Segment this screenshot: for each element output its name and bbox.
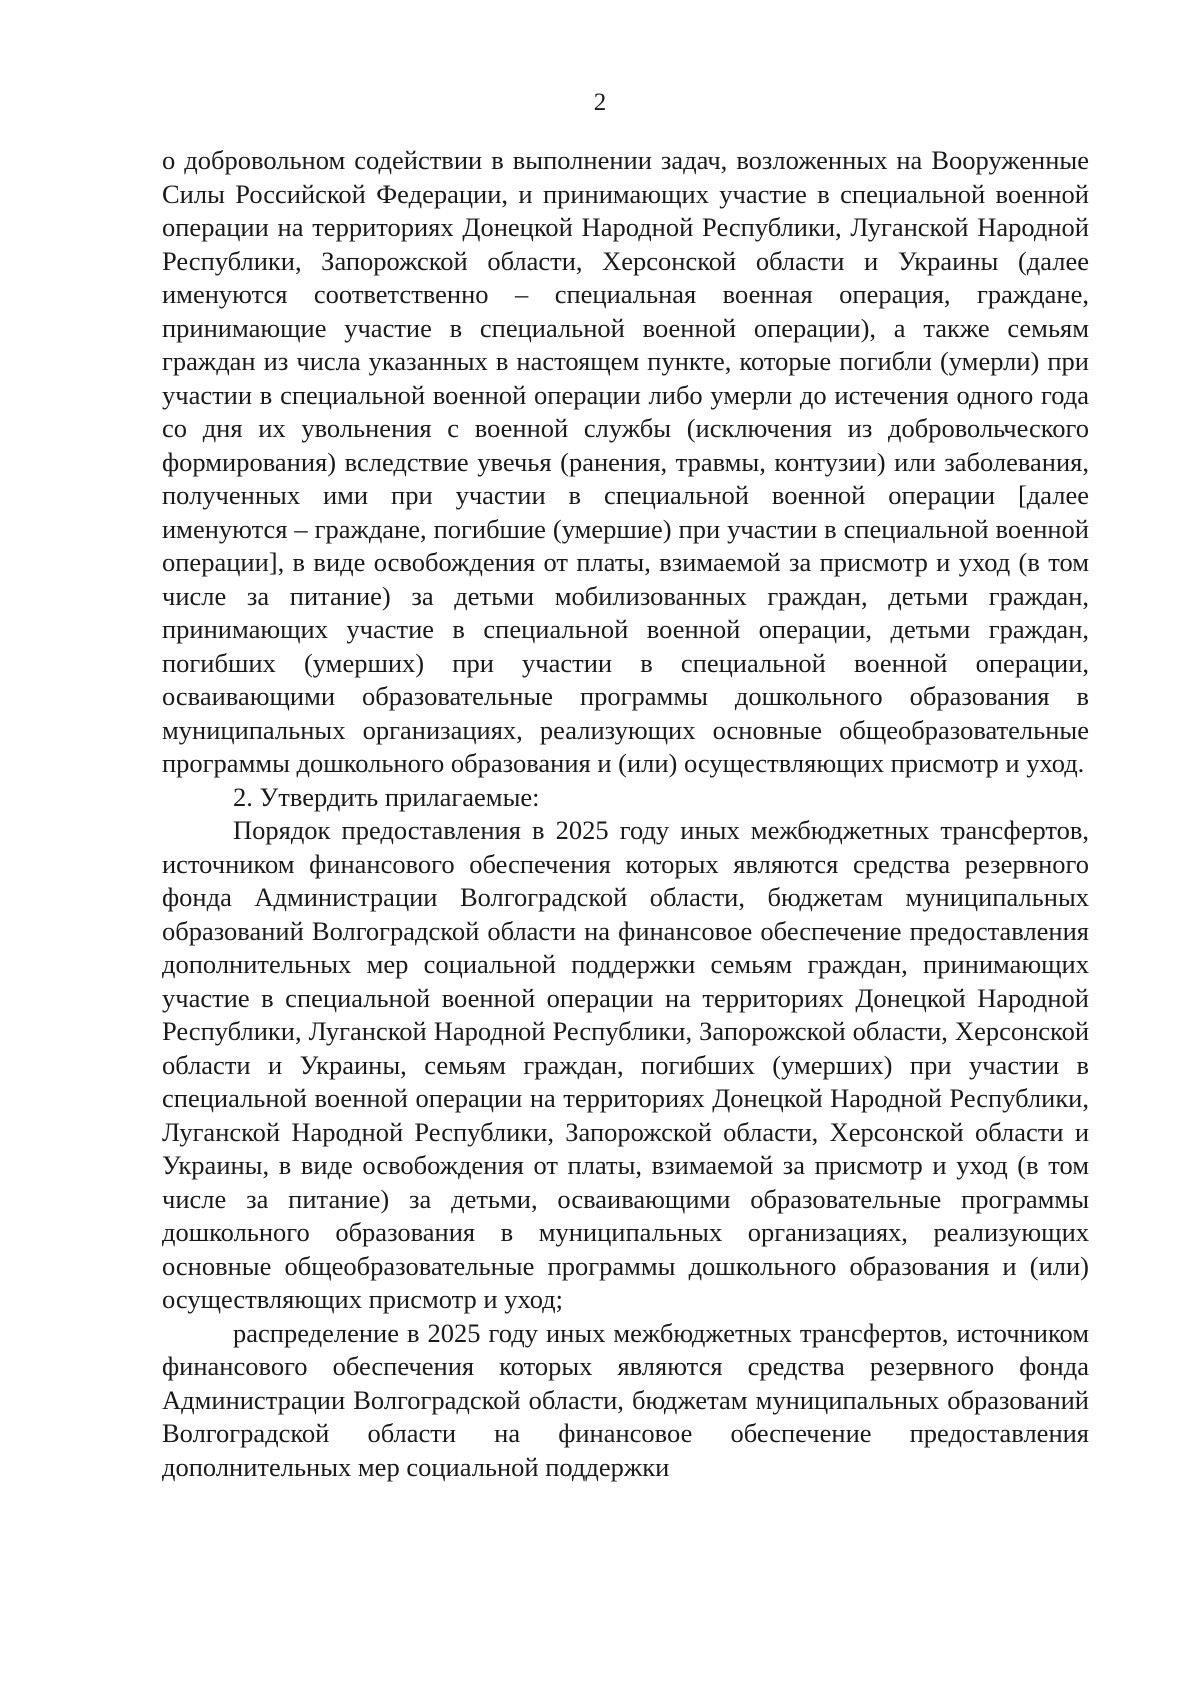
paragraph-procedure: Порядок предоставления в 2025 году иных межбюджетных трансфертов, источником финансового обеспечения которых являются средства резервного фонда Администрации Волгоградской области, бюджетам муниципальных образований Волгоградской области на финансовое обеспечение предоставления дополнительных мер социальной поддержки семьям граждан, принимающих участие в специальной военной операции на территориях Донецкой Народной Республики, Луганской Народной Республики, Запорожской области, Херсонской области и Украины, семьям граждан, погибших (умерших) при участии в специальной военной операции на территориях Донецкой Народной Республики, Луганской Народной Республики, Запорожской области, Херсонской области и Украины, в виде освобождения от платы, взимаемой за присмотр и уход (в том числе за питание) за детьми, осваивающими образовательные программы дошкольного образования в муниципальных организациях, реализующих основные общеобразовательные программы дошкольного образования и (или) осуществляющих присмотр и уход; bbox=[162, 815, 1089, 1314]
paragraph-continuation: о добровольном содействии в выполнении задач, возложенных на Вооруженные Силы Российской Федерации, и принимающих участие в специальной военной операции на территориях Донецкой Народной Республики, Луганской Народной Республики, Запорожской области, Херсонской области и Украины (далее именуются соответственно – специальная военная операция, граждане, принимающие участие в специальной военной операции), а также семьям граждан из числа указанных в настоящем пункте, которые погибли (умерли) при участии в специальной военной операции либо умерли до истечения одного года со дня их увольнения с военной службы (исключения из добровольческого формирования) вследствие увечья (ранения, травмы, контузии) или заболевания, полученных ими при участии в специальной военной операции [далее именуются – граждане, погибшие (умершие) при участии в специальной военной операции], в виде освобождения от платы, взимаемой за присмотр и уход (в том числе за питание) за детьми мобилизованных граждан, детьми граждан, принимающих участие в специальной военной операции, детьми граждан, погибших (умерших) при участии в специальной военной операции, осваивающими образовательные программы дошкольного образования в муниципальных организациях, реализующих основные общеобразовательные программы дошкольного образования и (или) осуществляющих присмотр и уход. bbox=[162, 145, 1089, 778]
paragraph-distribution: распределение в 2025 году иных межбюджетных трансфертов, источником финансового обеспечения которых являются средства резервного фонда Администрации Волгоградской области, бюджетам муниципальных образований Волгоградской области на финансовое обеспечение предоставления дополнительных мер социальной поддержки bbox=[162, 1317, 1089, 1482]
page-number: 2 bbox=[593, 89, 607, 116]
paragraph-item-2: 2. Утвердить прилагаемые: bbox=[233, 781, 540, 812]
document-body bbox=[162, 144, 1089, 1484]
